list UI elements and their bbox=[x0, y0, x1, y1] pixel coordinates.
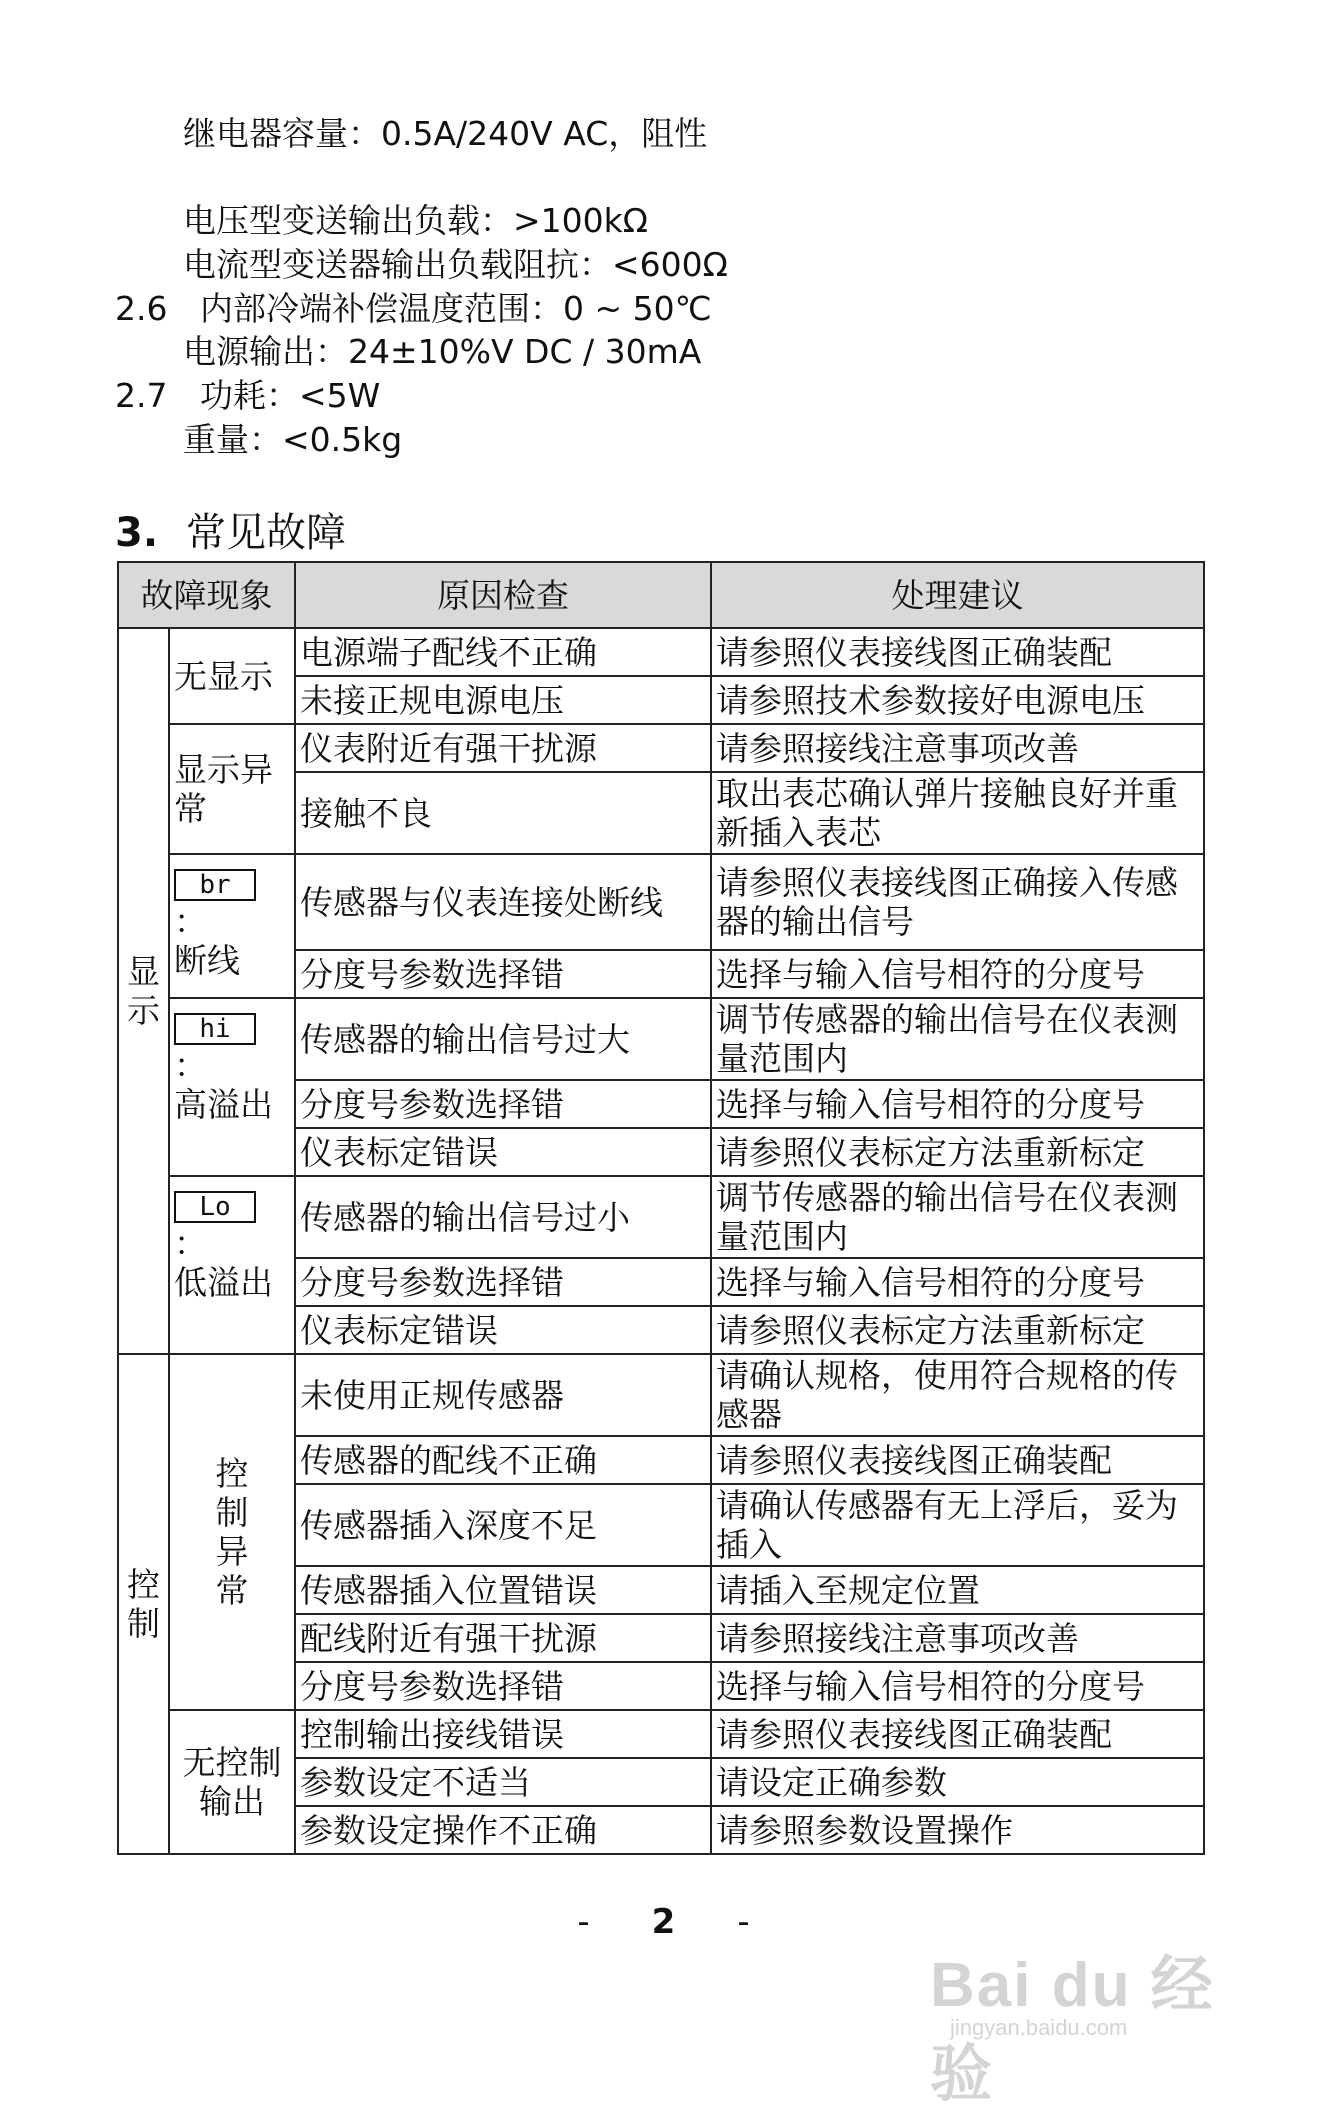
solution-cell: 选择与输入信号相符的分度号 bbox=[711, 950, 1204, 998]
cause-cell: 电源端子配线不正确 bbox=[295, 628, 711, 676]
cause-cell: 仪表附近有强干扰源 bbox=[295, 724, 711, 772]
cause-cell: 传感器的输出信号过小 bbox=[295, 1176, 711, 1258]
cause-cell: 传感器与仪表连接处断线 bbox=[295, 854, 711, 950]
table-row bbox=[118, 1354, 1204, 1436]
table-row bbox=[118, 1176, 1204, 1258]
table-row bbox=[118, 724, 1204, 772]
cause-cell: 未使用正规传感器 bbox=[295, 1354, 711, 1436]
solution-cell: 请参照仪表接线图正确装配 bbox=[711, 1710, 1204, 1758]
solution-cell: 选择与输入信号相符的分度号 bbox=[711, 1662, 1204, 1710]
spec-power-consumption: 功耗：<5W bbox=[200, 376, 381, 415]
lcd-display-icon: Lo bbox=[174, 1191, 256, 1223]
cause-cell: 传感器的输出信号过大 bbox=[295, 998, 711, 1080]
solution-cell: 请插入至规定位置 bbox=[711, 1566, 1204, 1614]
cause-cell: 分度号参数选择错 bbox=[295, 1662, 711, 1710]
cause-cell: 控制输出接线错误 bbox=[295, 1710, 711, 1758]
solution-cell: 请参照接线注意事项改善 bbox=[711, 724, 1204, 772]
solution-cell: 请参照参数设置操作 bbox=[711, 1806, 1204, 1854]
cause-cell: 分度号参数选择错 bbox=[295, 950, 711, 998]
cause-cell: 未接正规电源电压 bbox=[295, 676, 711, 724]
solution-cell: 请确认规格，使用符合规格的传感器 bbox=[711, 1354, 1204, 1436]
solution-cell: 调节传感器的输出信号在仪表测量范围内 bbox=[711, 998, 1204, 1080]
table-row bbox=[118, 1710, 1204, 1758]
section-number-2-7: 2.7 bbox=[115, 376, 168, 415]
symptom-no-control-output: 无控制输出 bbox=[169, 1710, 295, 1854]
spec-current-output-load: 电流型变送器输出负载阻抗：<600Ω bbox=[183, 245, 728, 284]
table-row bbox=[118, 998, 1204, 1080]
footer-dash-left: - bbox=[577, 1902, 590, 1942]
symptom-no-display: 无显示 bbox=[169, 628, 295, 724]
baidu-watermark bbox=[930, 1935, 1230, 2109]
lcd-display-icon: br bbox=[174, 869, 256, 901]
symptom-control-abnormal: 控制异常 bbox=[169, 1354, 295, 1710]
cause-cell: 接触不良 bbox=[295, 772, 711, 854]
solution-cell: 请参照接线注意事项改善 bbox=[711, 1614, 1204, 1662]
header-symptom: 故障现象 bbox=[118, 562, 295, 628]
solution-cell: 请参照仪表接线图正确装配 bbox=[711, 628, 1204, 676]
section-title: 常见故障 bbox=[186, 510, 347, 556]
symptom-display-abnormal: 显示异常 bbox=[169, 724, 295, 854]
symptom-high-overflow: hi： 高溢出 bbox=[169, 998, 295, 1176]
solution-cell: 选择与输入信号相符的分度号 bbox=[711, 1258, 1204, 1306]
cause-cell: 仪表标定错误 bbox=[295, 1306, 711, 1354]
spec-cold-junction-range: 内部冷端补偿温度范围：0 ~ 50℃ bbox=[200, 289, 712, 328]
table-row bbox=[118, 628, 1204, 676]
cause-cell: 仪表标定错误 bbox=[295, 1128, 711, 1176]
watermark-url: jingyan.baidu.com bbox=[950, 2015, 1128, 2040]
section-heading-common-faults bbox=[115, 505, 346, 561]
watermark-brand: Bai du 经验 bbox=[930, 1951, 1215, 2109]
cause-cell: 分度号参数选择错 bbox=[295, 1258, 711, 1306]
solution-cell: 请参照技术参数接好电源电压 bbox=[711, 676, 1204, 724]
fault-table bbox=[117, 561, 1205, 1855]
spec-relay-capacity: 继电器容量：0.5A/240V AC，阻性 bbox=[183, 114, 708, 153]
cause-cell: 传感器插入深度不足 bbox=[295, 1484, 711, 1566]
solution-cell: 选择与输入信号相符的分度号 bbox=[711, 1080, 1204, 1128]
cause-cell: 参数设定不适当 bbox=[295, 1758, 711, 1806]
lcd-display-icon: hi bbox=[174, 1013, 256, 1045]
solution-cell: 请参照仪表标定方法重新标定 bbox=[711, 1128, 1204, 1176]
symptom-low-overflow: Lo： 低溢出 bbox=[169, 1176, 295, 1354]
solution-cell: 调节传感器的输出信号在仪表测量范围内 bbox=[711, 1176, 1204, 1258]
cause-cell: 参数设定操作不正确 bbox=[295, 1806, 711, 1854]
solution-cell: 请参照仪表标定方法重新标定 bbox=[711, 1306, 1204, 1354]
page-number: 2 bbox=[651, 1902, 676, 1942]
header-solution: 处理建议 bbox=[711, 562, 1204, 628]
spec-voltage-output-load: 电压型变送输出负载：>100kΩ bbox=[183, 201, 648, 240]
category-display: 显示 bbox=[118, 628, 169, 1354]
header-cause: 原因检查 bbox=[295, 562, 711, 628]
category-control: 控制 bbox=[118, 1354, 169, 1854]
spec-power-output: 电源输出：24±10%V DC / 30mA bbox=[183, 332, 702, 371]
section-number-3: 3. bbox=[115, 510, 159, 556]
section-number-2-6: 2.6 bbox=[115, 289, 168, 328]
solution-cell: 请参照仪表接线图正确装配 bbox=[711, 1436, 1204, 1484]
cause-cell: 配线附近有强干扰源 bbox=[295, 1614, 711, 1662]
cause-cell: 传感器的配线不正确 bbox=[295, 1436, 711, 1484]
table-header-row bbox=[118, 562, 1204, 628]
cause-cell: 传感器插入位置错误 bbox=[295, 1566, 711, 1614]
symptom-break: br： 断线 bbox=[169, 854, 295, 998]
solution-cell: 取出表芯确认弹片接触良好并重新插入表芯 bbox=[711, 772, 1204, 854]
solution-cell: 请确认传感器有无上浮后，妥为插入 bbox=[711, 1484, 1204, 1566]
footer-dash-right: - bbox=[737, 1902, 750, 1942]
solution-cell: 请设定正确参数 bbox=[711, 1758, 1204, 1806]
spec-weight: 重量：<0.5kg bbox=[183, 420, 403, 459]
solution-cell: 请参照仪表接线图正确接入传感器的输出信号 bbox=[711, 854, 1204, 950]
cause-cell: 分度号参数选择错 bbox=[295, 1080, 711, 1128]
table-row bbox=[118, 854, 1204, 950]
